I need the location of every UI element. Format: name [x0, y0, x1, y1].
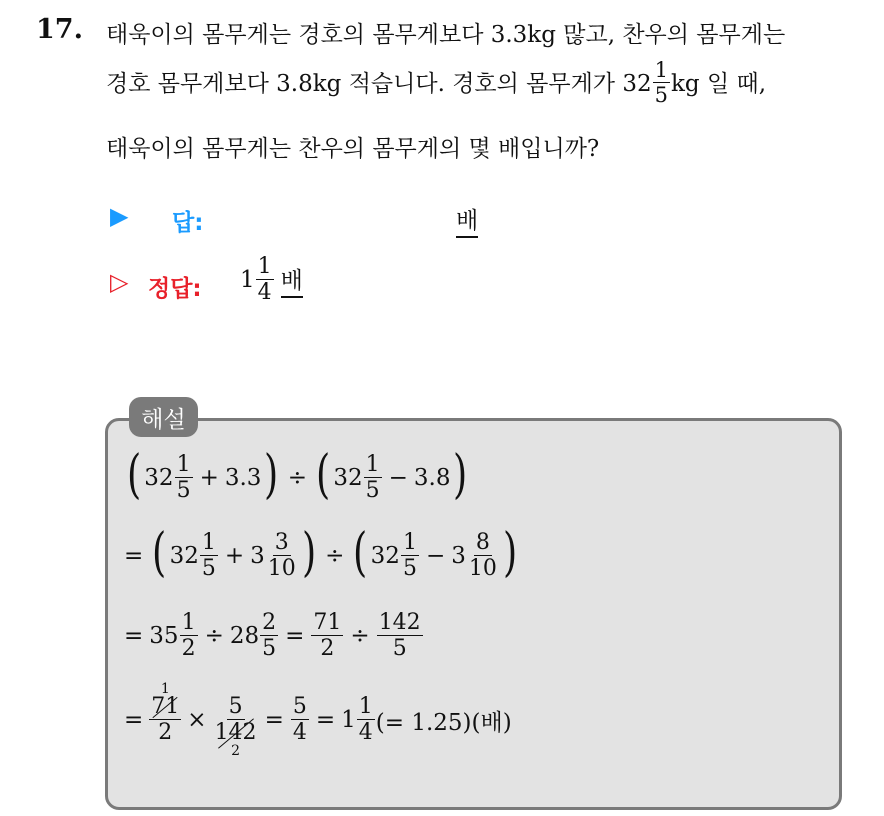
fraction-numerator [149, 696, 181, 720]
fraction-denominator: 4 [292, 720, 307, 745]
num: 3 [451, 543, 466, 569]
explanation-line-3 [124, 612, 424, 660]
num: 3 [250, 543, 265, 569]
fraction-denominator: 5 [654, 83, 668, 107]
fraction-denominator: 5 [392, 636, 407, 661]
right-paren: ) [301, 523, 317, 583]
correct-answer-triangle-icon: ▷ [110, 268, 129, 296]
divide-sign: ÷ [204, 623, 224, 649]
fraction [213, 696, 259, 744]
correct-unit: 배 [281, 262, 303, 298]
fraction-numerator: 1 [402, 530, 417, 555]
question-line-2 [106, 58, 767, 108]
question-number: 17. [36, 14, 83, 45]
explanation-tag: 해설 [129, 397, 198, 437]
fraction-numerator: 142 [378, 610, 421, 635]
correct-answer-label: 정답: [148, 276, 202, 302]
fraction-denominator: 5 [262, 636, 277, 661]
fraction [291, 696, 309, 744]
fraction-denominator: 10 [468, 556, 497, 581]
fraction-denominator: 2 [158, 720, 173, 745]
num: 32 [169, 543, 199, 569]
num: 3.8 [413, 465, 451, 491]
cancel-result: 1 [160, 681, 170, 697]
left-paren: ( [316, 445, 331, 505]
question-line-2-before: 경호 몸무게보다 3.8kg 적습니다. 경호의 몸무게가 32 [106, 71, 652, 97]
fraction-numerator: 1 [257, 254, 272, 279]
equals-sign: = [285, 623, 305, 649]
fraction [467, 532, 499, 580]
fraction-numerator: 5 [292, 694, 307, 719]
num: 32 [144, 465, 174, 491]
fraction [401, 532, 419, 580]
num: 32 [370, 543, 400, 569]
fraction-numerator: 71 [313, 610, 342, 635]
right-paren: ) [264, 445, 279, 505]
fraction-numerator: 1 [365, 452, 380, 477]
equals-sign: = [264, 707, 284, 733]
answer-label: 답: [172, 210, 204, 236]
fraction-numerator: 1 [358, 694, 373, 719]
fraction-denominator: 4 [257, 280, 272, 305]
cancel-result: 2 [231, 743, 241, 759]
divide-sign: ÷ [325, 543, 345, 569]
fraction-numerator: 1 [176, 452, 191, 477]
question-line-3: 태욱이의 몸무게는 찬우의 몸무게의 몇 배입니까? [106, 136, 600, 162]
num: 35 [149, 623, 179, 649]
fraction [149, 696, 181, 744]
explanation-line-4 [124, 682, 512, 758]
divide-sign: ÷ [287, 465, 308, 491]
fraction-numerator: 2 [262, 610, 277, 635]
cancelled-number: 71 [151, 694, 180, 719]
equals-sign: = [315, 707, 336, 733]
left-paren: ( [353, 523, 368, 583]
equals-sign: = [124, 623, 144, 649]
fraction-denominator: 5 [176, 478, 191, 503]
fraction [377, 612, 423, 660]
correct-answer-value [240, 256, 303, 304]
cancelled-fraction [213, 682, 259, 758]
fraction-denominator: 10 [267, 556, 296, 581]
cancelled-fraction [149, 682, 181, 758]
fraction-denominator: 2 [181, 636, 196, 661]
explanation-line-2 [124, 523, 520, 583]
fraction-denominator: 5 [201, 556, 216, 581]
answer-blank-unit: 배 [456, 202, 478, 238]
minus-sign: − [388, 465, 408, 491]
mixed-fraction [653, 60, 670, 106]
left-paren: ( [127, 445, 142, 505]
fraction [175, 454, 193, 502]
fraction [357, 696, 375, 744]
question-line-2-after: kg 일 때, [670, 71, 767, 97]
fraction-denominator: 5 [365, 478, 380, 503]
num: 28 [229, 623, 260, 649]
minus-sign: − [425, 543, 446, 569]
fraction-numerator: 3 [274, 530, 289, 555]
right-paren: ) [502, 523, 518, 583]
fraction [266, 532, 298, 580]
fraction [200, 532, 218, 580]
right-paren: ) [453, 445, 468, 505]
fraction-denominator: 4 [358, 720, 373, 745]
correct-fraction [256, 256, 274, 304]
fraction [364, 454, 382, 502]
num: 32 [333, 465, 363, 491]
fraction-denominator: 2 [320, 636, 335, 661]
fraction-denominator [213, 720, 259, 744]
question-line-1: 태욱이의 몸무게는 경호의 몸무게보다 3.3kg 많고, 찬우의 몸무게는 [106, 22, 786, 48]
equals-sign: = [124, 707, 144, 733]
fraction-denominator: 5 [402, 556, 417, 581]
fraction [260, 612, 278, 660]
decimal-result: (= 1.25)(배) [375, 709, 512, 736]
fraction [180, 612, 198, 660]
plus-sign: + [199, 465, 219, 491]
answer-play-icon: ▶ [110, 202, 129, 230]
equals-sign: = [124, 543, 144, 569]
fraction-numerator: 1 [654, 58, 668, 82]
cancelled-number: 142 [214, 720, 257, 745]
left-paren: ( [152, 523, 167, 583]
num: 3.3 [224, 465, 262, 491]
num: 1 [341, 707, 356, 733]
fraction-numerator: 8 [475, 530, 490, 555]
fraction [311, 612, 343, 660]
times-sign: × [187, 707, 207, 733]
plus-sign: + [224, 543, 245, 569]
fraction-numerator: 5 [228, 694, 243, 719]
explanation-line-1 [124, 445, 471, 505]
divide-sign: ÷ [350, 623, 370, 649]
fraction-numerator: 1 [201, 530, 216, 555]
correct-whole: 1 [240, 267, 255, 293]
fraction-numerator: 1 [181, 610, 196, 635]
